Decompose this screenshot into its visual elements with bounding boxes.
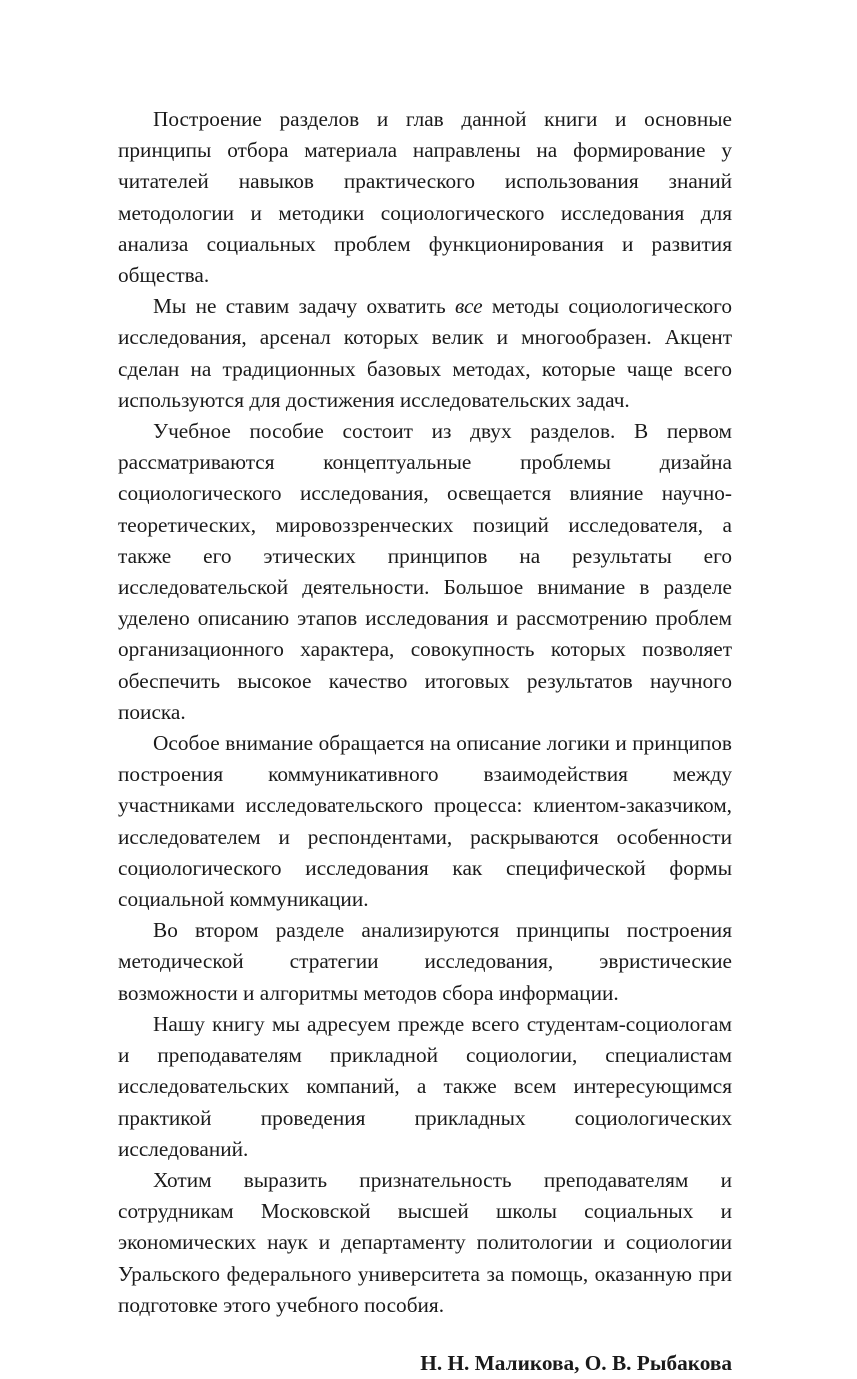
paragraph-audience: Нашу книгу мы адресуем прежде всего студентам-социологам и преподавателям прикладной социологии, специалистам исследовательских компаний, а также всем интересующимся практикой проведения прикладных социологических исследований. (118, 1011, 732, 1161)
paragraph-acknowledgements: Хотим выразить признательность преподавателям и сотрудникам Московской высшей школы социальных и экономических наук и департаменту политологии и социологии Уральского федерального университета за помощь, оказанную при подготовке этого учебного пособия. (118, 1167, 732, 1317)
paragraph-sections-overview: Учебное пособие состоит из двух разделов. В первом рассматриваются концептуальные проблемы дизайна социологического исследования, освещается влияние научно-теоретических, мировоззренческих позиций исследователя, а также его этических принципов на результаты его исследовательской деятельности. Большое внимание в разделе уделено описанию этапов исследования и рассмотрению проблем организационного характера, совокупность которых позволяет обеспечить высокое качество итоговых результатов научного поиска. (118, 419, 732, 724)
paragraph-book-structure: Построение разделов и глав данной книги и основные принципы отбора материала направлены на формирование у читателей навыков практического использования знаний методологии и методики социологического исследования для анализа социальных проблем функционирования и развития общества. (118, 107, 732, 288)
paragraph-methods-scope-end: методы социологического исследования, арсенал которых велик и многообразен. Акцент сделан на традиционных базовых методах, которые чаще всего используются для достижения исследовательских задач. (118, 294, 732, 412)
paragraph-methods-scope-start: Мы не ставим задачу охватить (153, 294, 455, 319)
paragraph-methods-scope (118, 291, 732, 416)
paragraph-communication: Особое внимание обращается на описание логики и принципов построения коммуникативного взаимодействия между участниками исследовательского процесса: клиентом-заказчиком, исследователем и респондентами, раскрываются особенности социологического исследования как специфической формы социальной коммуникации. (118, 731, 732, 912)
authors-signature: Н. Н. Маликова, О. В. Рыбакова (420, 1350, 732, 1375)
emphasis-all: все (455, 294, 483, 319)
document-page (118, 104, 732, 1379)
paragraph-second-section: Во втором разделе анализируются принципы построения методической стратегии исследования, эвристические возможности и алгоритмы методов сбора информации. (118, 918, 732, 1005)
